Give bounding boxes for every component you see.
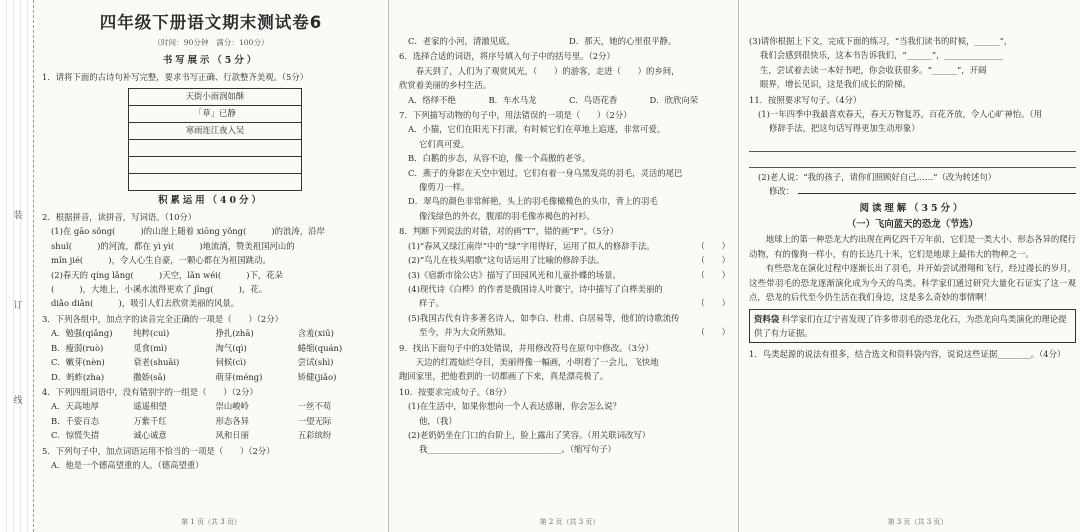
judge-text: (1)“春风又绿江南岸”中的“绿”字用得好，运用了拟人的修辞手法。 — [408, 240, 655, 251]
option-row — [399, 34, 730, 48]
section-heading: 积累运用（40分） — [158, 194, 264, 206]
question-line: (2)春天的 qíng lǎng( )天空，lǎn wéi( )下，花朵 — [51, 269, 284, 280]
option: C．老家的小河，清澈见底。 — [408, 36, 515, 46]
question-line: shuǐ( )的河流，都在 yì yì( )地流淌，赞美祖国河山的 — [51, 240, 295, 251]
exam-info: （时间：90分钟 满分：100分） — [153, 38, 269, 48]
option: 纯粹(cuì) — [133, 328, 170, 339]
question-8: 8．判断下列说法的对错，对的画“T”，错的画“F”。（5分） — [399, 226, 619, 237]
question-line: (1)一年四季中我最喜欢春天，春天万物复苏，百花齐放，令人心旷神怡。（用 — [758, 109, 1043, 120]
binding-margin — [0, 0, 34, 532]
page-number: 第 1 页（共 3 页） — [181, 517, 241, 526]
option: A．勉强(qiǎng) — [51, 328, 113, 339]
answer-bracket[interactable]: （ ） — [696, 298, 730, 309]
answer-line[interactable] — [749, 154, 1076, 168]
option: 形态各异 — [215, 415, 249, 426]
question-1: 1．请将下面的古诗句补写完整，要求书写正确、行款整齐美观。（5分） — [42, 72, 309, 83]
option: D．那天，她的心里很平静。 — [569, 36, 677, 46]
rewrite-label: 修改： — [758, 186, 795, 197]
option: C．燕子的身影在天空中划过，它们有着一身乌黑发亮的羽毛，灵活的尾巴 — [408, 167, 683, 178]
question-text: 欣赏着美丽的乡村生活。 — [399, 80, 492, 91]
judge-text: (4)现代诗《白桦》的作者是俄国诗人叶赛宁，诗中描写了白桦美丽的 — [408, 283, 663, 294]
article-paragraph: 地球上的第一种恐龙大约出现在两亿四千万年前，它们是一类大小、形态各异的爬行动物，有的像狗一样小，有的长达几十米，它们是地球上最伟大的物种之一。 — [749, 234, 1076, 259]
answer-line[interactable] — [798, 184, 1076, 194]
page-column-3 — [738, 0, 1076, 532]
article-title: （一）飞向蓝天的恐龙（节选） — [846, 219, 979, 231]
option: 蜷缩(quán) — [297, 342, 343, 353]
question-line: (1)在 gāo sǒng( )的山崖上随着 xiōng yǒng( )的浪涛，沿岸 — [51, 226, 325, 237]
option: 挣扎(zhā) — [215, 328, 254, 339]
question-2: 2．根据拼音，读拼音，写词语。（10分） — [42, 212, 197, 223]
section-heading: 阅读理解（35分） — [859, 202, 966, 214]
question-9: 9．找出下面句子中的3处错误，并用修改符号在原句中修改。（3分） — [399, 342, 654, 353]
question-5: 5．下列句子中，加点词语运用不恰当的一项是（ ）（2分） — [42, 445, 275, 456]
section-heading: 书写展示（5分） — [162, 54, 260, 66]
option: 诚心诚意 — [133, 430, 167, 441]
judge-item — [399, 325, 730, 339]
question-6: 6．选择合适的词语，将序号填入句子中的括号里。（2分） — [399, 51, 615, 62]
question-12: 1．鸟类起源的说法有很多，结合选文和资料袋内容，说说这些证据________。（4分） — [749, 349, 1066, 360]
table-row: 天街小雨润如酥 — [129, 88, 302, 105]
judge-text: (2)“鸟儿在枝头唱歌”这句话运用了比喻的修辞手法。 — [408, 255, 605, 266]
question-line — [749, 184, 1076, 198]
question-line: 生，尝试着去读一本好书吧，你会收获很多。“______”，开阔 — [749, 64, 987, 75]
question-10: 10．按要求完成句子。（8分） — [399, 386, 512, 397]
page-column-2 — [388, 0, 730, 532]
option: 像浅绿色的外衣，腹部的羽毛像赤褐色的衬衫。 — [408, 210, 595, 221]
judge-text: 样子。 — [408, 298, 445, 309]
option: B．千姿百态 — [51, 415, 100, 426]
answer-bracket[interactable]: （ ） — [696, 269, 730, 280]
option: C．惊慌失措 — [51, 430, 100, 441]
question-line: (2)老奶奶坐在门口的台阶上，脸上露出了笑容。（用关联词改写） — [408, 429, 651, 440]
option: 一丝不苟 — [297, 401, 332, 412]
option: C．嫩芽(nèn) — [51, 357, 105, 368]
option: 风和日丽 — [215, 430, 249, 441]
option: D．欣欣向荣 — [649, 94, 699, 105]
table-row — [129, 173, 302, 190]
judge-item — [399, 253, 730, 267]
answer-bracket[interactable]: （ ） — [696, 255, 730, 266]
info-box — [749, 309, 1076, 344]
judge-text: 至今，并为大众所熟知。 — [408, 327, 512, 338]
option-row — [42, 428, 380, 442]
option: B．白鹅的步态，从容不迫，像一个高傲的老爷。 — [408, 153, 591, 164]
table-row — [129, 156, 302, 173]
article-paragraph: 有些恐龙在演化过程中逐渐长出了羽毛，并开始尝试滑翔和飞行，经过漫长的岁月，这些带羽毛的恐龙逐渐演化成为今天的鸟类。科学家们通过研究大量化石证实了这一观点，恐龙的后代至今仍生活在我们身边，这是多么奇妙的事情啊！ — [749, 263, 1076, 303]
question-line: mǐn jié( )，令人心生自豪，一颗心都在为祖国跳动。 — [51, 255, 271, 266]
info-box-label: 资料袋 — [754, 313, 780, 324]
judge-text: (3)《宿新市徐公店》描写了田园风光和儿童扑蝶的场景。 — [408, 269, 621, 280]
question-line: 他，（我） — [408, 415, 457, 426]
table-row: 寒雨连江夜入吴 — [129, 122, 302, 139]
question-line: 我________________________________。（缩写句子） — [408, 444, 616, 455]
question-line: (1)在生活中，如果你想向一个人表达感谢，你会怎么说？ — [408, 401, 621, 412]
option: A．小猫，它们在阳光下打滚，有时候它们在草地上追逐，非常可爱。 — [408, 124, 666, 135]
option-row — [42, 341, 380, 355]
judge-item — [399, 296, 730, 310]
option-row — [42, 370, 380, 384]
question-3: 3．下列各组中，加点字的读音完全正确的一项是（ ）（2分） — [42, 313, 283, 324]
info-box-text: 科学家们在辽宁省发现了许多带羽毛的恐龙化石，为恐龙向鸟类演化的理论提供了有力证据。 — [754, 313, 1067, 338]
option: 含羞(xiū) — [297, 328, 334, 339]
option: 萌芽(méng) — [215, 371, 263, 382]
option-row — [42, 399, 380, 413]
option: 矫健(jiǎo) — [297, 371, 337, 382]
option: 淘气(qì) — [215, 342, 247, 353]
question-line: (2)老人说：“我的孩子，请你们照顾好自己……”（改为转述句） — [758, 171, 997, 182]
option: 一望无际 — [297, 415, 332, 426]
question-line: (3)请你根据上下文，完成下面的练习，“当我们读书的时候，______”， — [749, 36, 1013, 46]
table-row: 「草」已静 — [129, 105, 302, 122]
binding-mark: 装 — [13, 211, 23, 221]
question-line: diǎo diǎn( )，吸引人们去欣赏美丽的风景。 — [51, 298, 240, 309]
question-line: 眼界，增长见识，这是我们成长的阶梯。 — [749, 79, 911, 90]
table-row — [129, 139, 302, 156]
option: 觅食(mì) — [133, 342, 168, 353]
writing-table — [128, 88, 302, 191]
option: 尝试(shì) — [297, 357, 334, 368]
judge-text: (5)我国古代有许多著名诗人，如李白、杜甫、白居易等，他们的诗歌流传 — [408, 312, 680, 323]
question-11: 11．按照要求写句子。（4分） — [749, 94, 862, 105]
option-row — [42, 355, 380, 369]
option: C．鸟语花香 — [569, 94, 618, 105]
option: 遥遥相望 — [133, 401, 167, 412]
binding-mark: 线 — [13, 396, 23, 406]
option: 它们真可爱。 — [408, 138, 470, 149]
option: 伺候(cì) — [215, 357, 247, 368]
binding-mark: 订 — [13, 301, 23, 311]
page-title: 四年级下册语文期末测试卷6 — [99, 13, 323, 32]
option: B．瘦弱(ruò) — [51, 342, 104, 353]
question-line: 我们会感到很快乐，这本书告诉我们，“______”，______________ — [749, 50, 1004, 61]
answer-bracket[interactable]: （ ） — [696, 327, 730, 338]
option: A．天高地厚 — [51, 401, 99, 412]
question-text: 跑回家里，把他看到的一切都画了下来，真是漂亮极了。 — [399, 371, 609, 382]
question-7: 7．下列描写动物的句子中，用法错误的一项是（ ）（2分） — [399, 110, 632, 121]
question-text: 春天到了，人们为了观赏风光，（ ）的游客，走进（ ）的乡间， — [399, 65, 680, 76]
option-row — [42, 326, 380, 340]
option: 崇山峻岭 — [215, 401, 249, 412]
option: 像剪刀一样。 — [408, 182, 470, 193]
judge-item — [399, 268, 730, 282]
question-text: 天边的红霞灿烂夺目，美丽得像一幅画，小明看了一会儿，飞快地 — [399, 356, 659, 367]
option: B．车水马龙 — [488, 94, 537, 105]
page-number: 第 3 页（共 3 页） — [887, 517, 948, 526]
question-line: ( )，大地上，小溪水流得更欢了 jīng( )，花。 — [51, 284, 268, 295]
page-number: 第 2 页（共 3 页） — [539, 517, 600, 526]
judge-item — [399, 239, 730, 253]
answer-bracket[interactable]: （ ） — [696, 240, 730, 251]
option: D．翠鸟的颜色非常鲜艳，头上的羽毛像橄榄色的头巾，背上的羽毛 — [408, 196, 658, 207]
question-line: 修辞手法，把这句话写得更加生动形象） — [758, 123, 920, 134]
question-4: 4．下列四组词语中，没有错别字的一组是（ ）（2分） — [42, 386, 258, 397]
option: 万紫千红 — [133, 415, 167, 426]
page-column-1 — [42, 0, 380, 532]
option: A．络绎不绝 — [408, 94, 456, 105]
option: D．蚂蚱(zha) — [51, 371, 105, 382]
option: 衰老(shuāi) — [133, 357, 180, 368]
option-row — [399, 93, 730, 107]
option: A．他是一个德高望重的人。（德高望重） — [51, 459, 204, 470]
option: 五彩缤纷 — [297, 430, 332, 441]
answer-line[interactable] — [749, 138, 1076, 152]
option: 撒娇(sā) — [133, 371, 166, 382]
option-row — [42, 414, 380, 428]
